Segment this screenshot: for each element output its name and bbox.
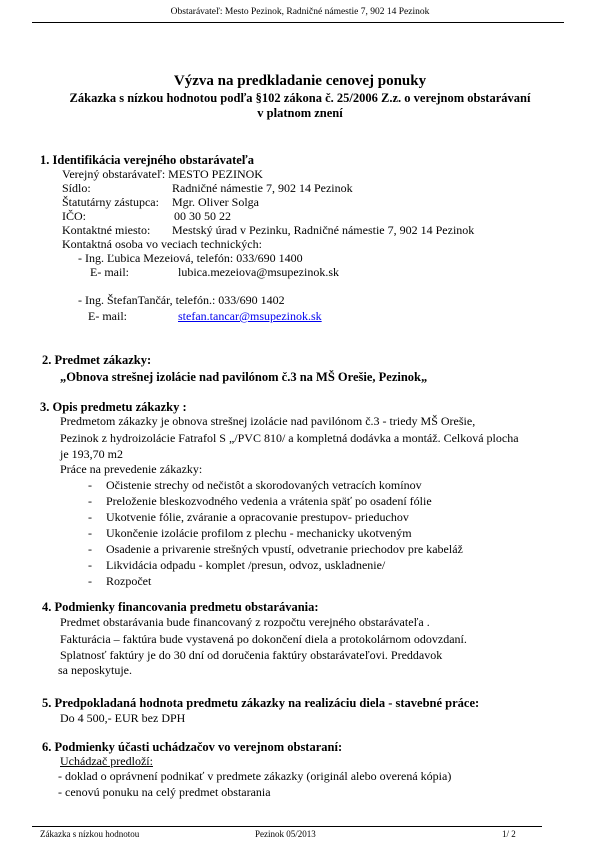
ico-value: 00 30 50 22 <box>174 209 231 223</box>
bullet-dash: - <box>88 494 92 508</box>
financovanie-line-4: sa neposkytuje. <box>58 663 132 677</box>
work-item: Očistenie strechy od nečistôt a skorodovaných vetracích komínov <box>106 478 422 492</box>
section-2-heading: 2. Predmet zákazky: <box>42 353 152 367</box>
bullet-dash: - <box>88 478 92 492</box>
kontaktna-osoba-label: Kontaktná osoba vo veciach technických: <box>62 237 262 251</box>
sidlo-label: Sídlo: <box>62 181 91 195</box>
section-1-heading: 1. Identifikácia verejného obstarávateľa <box>40 153 254 167</box>
document-subtitle-2: v platnom znení <box>257 106 343 120</box>
contact-2-email-link[interactable]: stefan.tancar@msupezinok.sk <box>178 309 322 323</box>
uchadzac-predlozi: Uchádzač predloží: <box>60 754 153 768</box>
bullet-dash: - <box>88 574 92 588</box>
contact-1-name: - Ing. Ľubica Mezeiová, telefón: 033/690 1400 <box>78 251 303 265</box>
contact-1-email-label: E- mail: <box>90 265 129 279</box>
footer-left: Zákazka s nízkou hodnotou <box>40 829 140 839</box>
works-label: Práce na prevedenie zákazky: <box>60 462 203 476</box>
contact-2-name: - Ing. ŠtefanTančár, telefón.: 033/690 1402 <box>78 293 285 307</box>
bullet-dash: - <box>88 526 92 540</box>
section-3-heading: 3. Opis predmetu zákazky : <box>40 400 187 414</box>
podmienka-2: - cenovú ponuku na celý predmet obstarania <box>58 785 271 799</box>
bullet-dash: - <box>88 558 92 572</box>
work-item: Rozpočet <box>106 574 152 588</box>
work-item: Ukotvenie fólie, zváranie a opracovanie prestupov- prieduchov <box>106 510 409 524</box>
zastupca-label: Štatutárny zástupca: <box>62 195 159 209</box>
ico-label: IČO: <box>62 209 86 223</box>
section-5-heading: 5. Predpokladaná hodnota predmetu zákazky na realizáciu diela - stavebné práce: <box>42 696 480 710</box>
financovanie-line-1: Predmet obstarávania bude financovaný z rozpočtu verejného obstarávateľa . <box>60 615 430 629</box>
page-header: Obstarávateľ: Mesto Pezinok, Radničné námestie 7, 902 14 Pezinok <box>170 7 430 17</box>
bullet-dash: - <box>88 542 92 556</box>
work-item: Likvidácia odpadu - komplet /presun, odvoz, uskladnenie/ <box>106 558 386 572</box>
zakazka-subject: „Obnova strešnej izolácie nad pavilónom č.3 na MŠ Orešie, Pezinok„ <box>60 370 428 384</box>
header-divider <box>32 22 564 23</box>
bullet-dash: - <box>88 510 92 524</box>
contact-1-email: lubica.mezeiova@msupezinok.sk <box>178 265 340 279</box>
kontaktne-miesto-label: Kontaktné miesto: <box>62 223 151 237</box>
obstaravatel-line: Verejný obstarávateľ: MESTO PEZINOK <box>62 167 263 181</box>
work-item: Preloženie bleskozvodného vedenia a vrátenia späť po osadení fólie <box>106 494 432 508</box>
footer-center: Pezinok 05/2013 <box>255 829 316 839</box>
document-subtitle-1: Zákazka s nízkou hodnotou podľa §102 zákona č. 25/2006 Z.z. o verejnom obstarávaní <box>69 91 531 105</box>
sidlo-value: Radničné námestie 7, 902 14 Pezinok <box>172 181 353 195</box>
contact-2-email-label: E- mail: <box>88 309 127 323</box>
footer-page-number: 1/ 2 <box>502 829 516 839</box>
document-title: Výzva na predkladanie cenovej ponuky <box>173 73 427 89</box>
zastupca-value: Mgr. Oliver Solga <box>172 195 259 209</box>
financovanie-line-2: Fakturácia – faktúra bude vystavená po dokončení diela a protokolárnom odovzdaní. <box>60 632 467 646</box>
footer-divider <box>32 826 542 827</box>
kontaktne-miesto-value: Mestský úrad v Pezinku, Radničné námestie 7, 902 14 Pezinok <box>172 223 475 237</box>
section-4-heading: 4. Podmienky financovania predmetu obstarávania: <box>42 600 319 614</box>
work-item: Ukončenie izolácie profilom z plechu - mechanicky ukotveným <box>106 526 412 540</box>
opis-line-2: Pezinok z hydroizolácie Fatrafol S „/PVC 810/ a kompletná dodávka a montáž. Celková plocha <box>60 431 519 445</box>
predpokladana-hodnota: Do 4 500,- EUR bez DPH <box>60 711 186 725</box>
financovanie-line-3: Splatnosť faktúry je do 30 dní od doručenia faktúry obstarávateľovi. Preddavok <box>60 648 443 662</box>
opis-line-3: je 193,70 m2 <box>60 447 123 461</box>
podmienka-1: - doklad o oprávnení podnikať v predmete zákazky (originál alebo overená kópia) <box>58 769 452 783</box>
work-item: Osadenie a privarenie strešných vpustí, odvetranie priechodov pre kabeláž <box>106 542 463 556</box>
section-6-heading: 6. Podmienky účasti uchádzačov vo verejnom obstaraní: <box>42 740 343 754</box>
opis-line-1: Predmetom zákazky je obnova strešnej izolácie nad pavilónom č.3 - triedy MŠ Orešie, <box>60 414 476 428</box>
